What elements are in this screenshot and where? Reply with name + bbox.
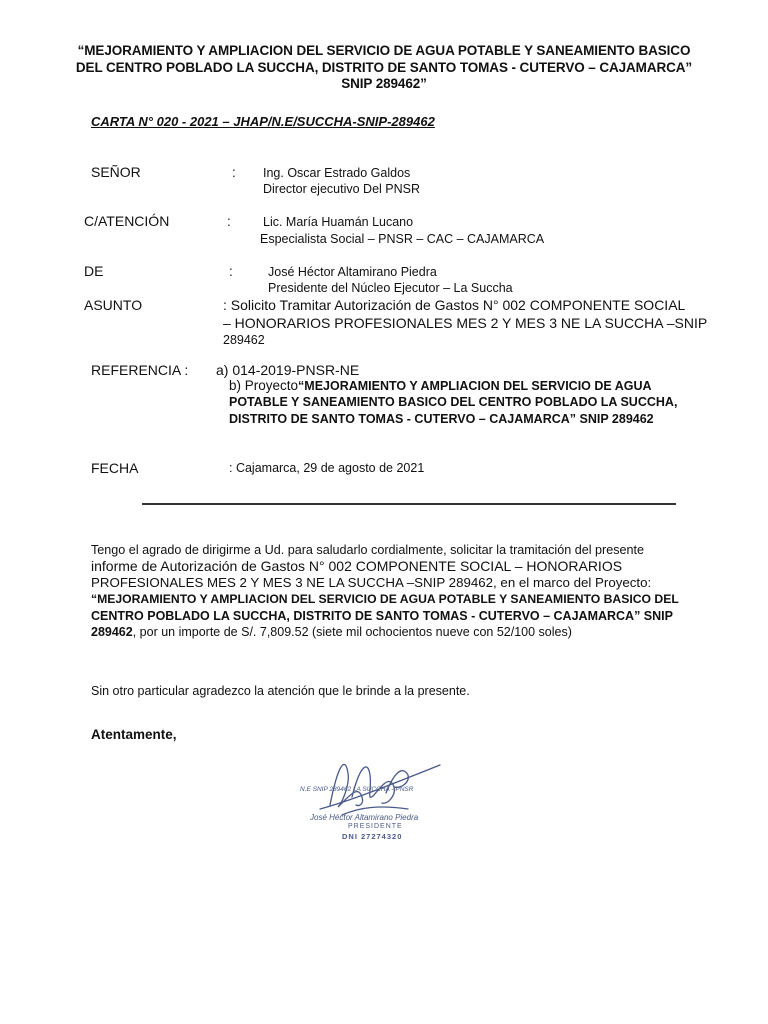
reference-b-line-1 [229, 378, 652, 393]
sender-role: Presidente del Núcleo Ejecutor – La Succha [268, 281, 513, 295]
reference-b-line-2: POTABLE Y SANEAMIENTO BASICO DEL CENTRO POBLADO LA SUCCHA, [229, 395, 678, 409]
stamp-line-4: DNI 27274320 [342, 832, 403, 841]
body-snip-number: 289462 [91, 625, 133, 639]
subject-line-2: – HONORARIOS PROFESIONALES MES 2 Y MES 3 NE LA SUCCHA –SNIP [223, 315, 708, 331]
reference-b-line-3: DISTRITO DE SANTO TOMAS - CUTERVO – CAJAMARCA” SNIP 289462 [229, 412, 654, 426]
document-title-line-1: “MEJORAMIENTO Y AMPLIACION DEL SERVICIO DE AGUA POTABLE Y SANEAMIENTO BASICO [77, 43, 691, 58]
reference-b-title: “MEJORAMIENTO Y AMPLIACION DEL SERVICIO DE AGUA [298, 379, 652, 393]
body-line-3: PROFESIONALES MES 2 Y MES 3 NE LA SUCCHA –SNIP 289462, en el marco del Proyecto: [91, 575, 652, 590]
reference-b-prefix: b) Proyecto [229, 378, 299, 393]
letter-reference-number: CARTA N° 020 - 2021 – JHAP/N.E/SUCCHA-SNIP-289462 [91, 114, 435, 129]
body-line-6 [91, 625, 572, 639]
recipient-role: Director ejecutivo Del PNSR [263, 182, 420, 196]
recipient-label: SEÑOR [91, 164, 141, 180]
stamp-line-1: N.E SNIP 289462 LA SUCCHA - PNSR [300, 786, 414, 793]
document-title-line-2: DEL CENTRO POBLADO LA SUCCHA, DISTRITO DE SANTO TOMAS - CUTERVO – CAJAMARCA” [75, 60, 693, 75]
signature-scribble [290, 745, 450, 845]
attention-colon: : [227, 214, 231, 229]
section-divider [142, 503, 676, 505]
body-line-1: Tengo el agrado de dirigirme a Ud. para saludarlo cordialmente, solicitar la tramitación del presente [91, 543, 645, 557]
date-label: FECHA [91, 460, 139, 476]
attention-role: Especialista Social – PNSR – CAC – CAJAMARCA [260, 232, 545, 246]
sender-label: DE [84, 263, 104, 279]
subject-line-3: 289462 [223, 333, 265, 347]
recipient-name: Ing. Oscar Estrado Galdos [263, 166, 411, 180]
signature-stamp [290, 745, 450, 845]
stamp-line-2: José Héctor Altamirano Piedra [310, 813, 419, 822]
reference-label: REFERENCIA : [91, 362, 189, 378]
attention-name: Lic. María Huamán Lucano [263, 215, 414, 229]
attention-label: C/ATENCIÓN [84, 213, 170, 229]
closing-salutation: Atentamente, [91, 727, 177, 742]
reference-a: a) 014-2019-PNSR-NE [216, 362, 360, 378]
document-title-line-3: SNIP 289462” [341, 76, 427, 91]
body-line-2: informe de Autorización de Gastos N° 002 COMPONENTE SOCIAL – HONORARIOS [91, 558, 623, 574]
subject-line-1: : Solicito Tramitar Autorización de Gastos N° 002 COMPONENTE SOCIAL [223, 297, 686, 313]
stamp-line-3: PRESIDENTE [348, 823, 403, 830]
closing-paragraph: Sin otro particular agradezco la atención que le brinde a la presente. [91, 684, 470, 698]
date-value: : Cajamarca, 29 de agosto de 2021 [229, 461, 425, 475]
body-amount-text: , por un importe de S/. 7,809.52 (siete mil ochocientos nueve con 52/100 soles) [132, 625, 572, 639]
sender-name: José Héctor Altamirano Piedra [268, 265, 437, 279]
recipient-colon: : [232, 165, 236, 180]
body-line-5: CENTRO POBLADO LA SUCCHA, DISTRITO DE SANTO TOMAS - CUTERVO – CAJAMARCA” SNIP [91, 609, 673, 623]
subject-label: ASUNTO [84, 297, 143, 313]
sender-colon: : [229, 264, 233, 279]
body-line-4: “MEJORAMIENTO Y AMPLIACION DEL SERVICIO DE AGUA POTABLE Y SANEAMIENTO BASICO DEL [91, 592, 679, 606]
